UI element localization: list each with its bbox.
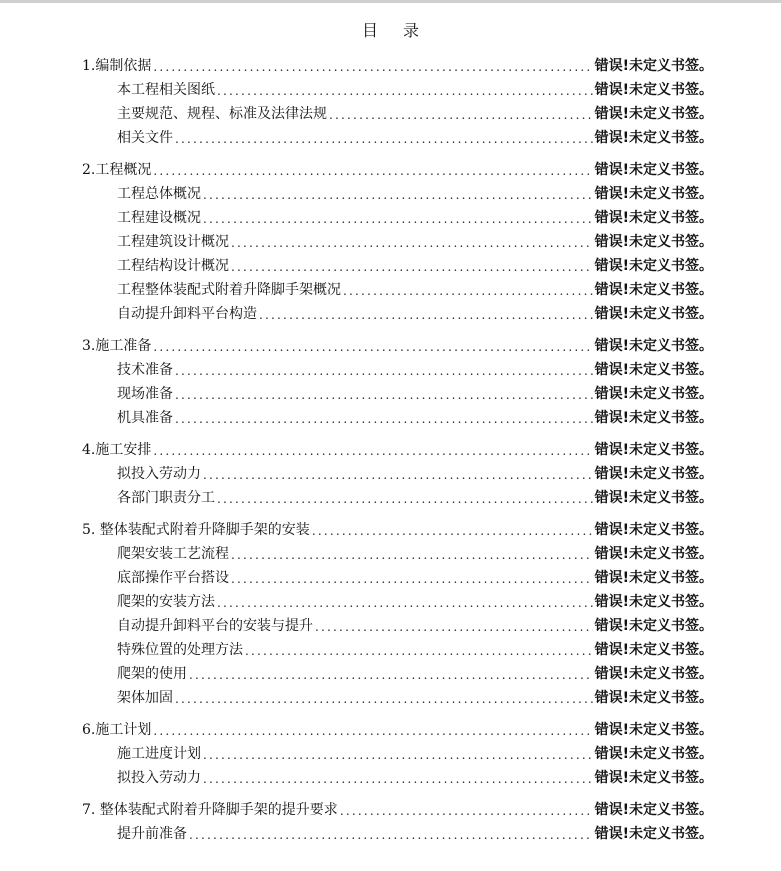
toc-entry-label: 爬架的安装方法	[117, 594, 215, 610]
toc-page-reference: 错误!未定义书签。	[594, 386, 713, 402]
toc-page-reference: 错误!未定义书签。	[594, 410, 713, 426]
toc-dot-leader	[153, 337, 592, 357]
toc-subsection-entry[interactable]	[0, 567, 781, 589]
toc-entry-label: 相关文件	[117, 130, 173, 146]
toc-page-reference: 错误!未定义书签。	[594, 338, 713, 354]
toc-subsection-entry[interactable]	[0, 383, 781, 405]
toc-page-reference: 错误!未定义书签。	[594, 746, 713, 762]
toc-dot-leader	[189, 825, 593, 845]
toc-subsection-entry[interactable]	[0, 359, 781, 381]
toc-dot-leader	[189, 665, 593, 685]
toc-page-reference: 错误!未定义书签。	[594, 522, 713, 538]
toc-subsection-entry[interactable]	[0, 463, 781, 485]
toc-dot-leader	[329, 105, 593, 125]
toc-entry-label: 现场准备	[117, 386, 173, 402]
toc-subsection-entry[interactable]	[0, 687, 781, 709]
toc-subsection-entry[interactable]	[0, 303, 781, 325]
toc-dot-leader	[153, 57, 592, 77]
toc-section-entry[interactable]	[0, 439, 781, 461]
toc-entry-label: 工程总体概况	[117, 186, 201, 202]
toc-subsection-entry[interactable]	[0, 615, 781, 637]
page-title: 目 录	[361, 21, 430, 40]
toc-page-reference: 错误!未定义书签。	[594, 546, 713, 562]
toc-section-entry[interactable]	[0, 159, 781, 181]
toc-entry-label: 爬架安装工艺流程	[117, 546, 229, 562]
toc-page-reference: 错误!未定义书签。	[594, 642, 713, 658]
toc-page-reference: 错误!未定义书签。	[594, 282, 713, 298]
toc-page-reference: 错误!未定义书签。	[594, 594, 713, 610]
toc-subsection-entry[interactable]	[0, 743, 781, 765]
toc-dot-leader	[203, 185, 593, 205]
toc-entry-label: 工程建筑设计概况	[117, 234, 229, 250]
toc-subsection-entry[interactable]	[0, 231, 781, 253]
toc-entry-label: 自动提升卸料平台的安装与提升	[117, 618, 313, 634]
toc-entry-label: 本工程相关图纸	[117, 82, 215, 98]
toc-dot-leader	[203, 209, 593, 229]
toc-entry-label: 底部操作平台搭设	[117, 570, 229, 586]
toc-dot-leader	[343, 281, 593, 301]
toc-entry-label: 拟投入劳动力	[117, 770, 201, 786]
toc-dot-leader	[217, 81, 593, 101]
toc-entry-label: 拟投入劳动力	[117, 466, 201, 482]
toc-dot-leader	[203, 745, 593, 765]
toc-page-reference: 错误!未定义书签。	[594, 106, 713, 122]
toc-subsection-entry[interactable]	[0, 823, 781, 845]
toc-page-reference: 错误!未定义书签。	[594, 162, 713, 178]
toc-dot-leader	[175, 385, 593, 405]
toc-dot-leader	[231, 569, 593, 589]
toc-page-reference: 错误!未定义书签。	[594, 362, 713, 378]
toc-dot-leader	[175, 409, 593, 429]
toc-dot-leader	[231, 233, 593, 253]
toc-entry-label: 各部门职责分工	[117, 490, 215, 506]
page-top-border	[0, 0, 781, 3]
toc-page-reference: 错误!未定义书签。	[594, 442, 713, 458]
toc-entry-label: 提升前准备	[117, 826, 187, 842]
toc-subsection-entry[interactable]	[0, 207, 781, 229]
toc-subsection-entry[interactable]	[0, 487, 781, 509]
toc-dot-leader	[315, 617, 593, 637]
toc-dot-leader	[203, 769, 593, 789]
toc-section-entry[interactable]	[0, 335, 781, 357]
toc-dot-leader	[153, 721, 592, 741]
toc-dot-leader	[153, 441, 592, 461]
toc-page-reference: 错误!未定义书签。	[594, 306, 713, 322]
toc-subsection-entry[interactable]	[0, 183, 781, 205]
toc-entry-label: 6.施工计划	[82, 722, 152, 738]
toc-entry-label: 1.编制依据	[82, 58, 152, 74]
toc-section-entry[interactable]	[0, 55, 781, 77]
toc-entry-label: 主要规范、规程、标准及法律法规	[117, 106, 327, 122]
toc-page-reference: 错误!未定义书签。	[594, 826, 713, 842]
toc-subsection-entry[interactable]	[0, 543, 781, 565]
toc-entry-label: 爬架的使用	[117, 666, 187, 682]
toc-entry-label: 工程整体装配式附着升降脚手架概况	[117, 282, 341, 298]
toc-entry-label: 工程结构设计概况	[117, 258, 229, 274]
toc-dot-leader	[217, 593, 593, 613]
toc-page-reference: 错误!未定义书签。	[594, 690, 713, 706]
toc-subsection-entry[interactable]	[0, 663, 781, 685]
toc-page-reference: 错误!未定义书签。	[594, 770, 713, 786]
toc-page-reference: 错误!未定义书签。	[594, 490, 713, 506]
toc-page-reference: 错误!未定义书签。	[594, 618, 713, 634]
toc-section-entry[interactable]	[0, 519, 781, 541]
toc-section-entry[interactable]	[0, 799, 781, 821]
toc-entry-label: 架体加固	[117, 690, 173, 706]
toc-page-reference: 错误!未定义书签。	[594, 234, 713, 250]
toc-dot-leader	[175, 689, 593, 709]
toc-dot-leader	[175, 129, 593, 149]
toc-subsection-entry[interactable]	[0, 591, 781, 613]
toc-entry-label: 特殊位置的处理方法	[117, 642, 243, 658]
toc-subsection-entry[interactable]	[0, 767, 781, 789]
toc-dot-leader	[259, 305, 593, 325]
toc-dot-leader	[231, 545, 593, 565]
toc-page-reference: 错误!未定义书签。	[594, 130, 713, 146]
toc-dot-leader	[153, 161, 592, 181]
toc-dot-leader	[312, 521, 593, 541]
toc-subsection-entry[interactable]	[0, 279, 781, 301]
toc-page-reference: 错误!未定义书签。	[594, 210, 713, 226]
toc-page-reference: 错误!未定义书签。	[594, 82, 713, 98]
toc-entry-label: 施工进度计划	[117, 746, 201, 762]
toc-entry-label: 自动提升卸料平台构造	[117, 306, 257, 322]
toc-subsection-entry[interactable]	[0, 79, 781, 101]
toc-page-reference: 错误!未定义书签。	[594, 666, 713, 682]
toc-entry-label: 机具准备	[117, 410, 173, 426]
toc-page-reference: 错误!未定义书签。	[594, 802, 713, 818]
toc-dot-leader	[245, 641, 593, 661]
toc-section-entry[interactable]	[0, 719, 781, 741]
toc-dot-leader	[217, 489, 593, 509]
toc-subsection-entry[interactable]	[0, 255, 781, 277]
toc-dot-leader	[203, 465, 593, 485]
toc-entry-label: 工程建设概况	[117, 210, 201, 226]
toc-entry-label: 4.施工安排	[82, 442, 152, 458]
toc-entry-label: 5. 整体装配式附着升降脚手架的安装	[82, 522, 310, 538]
toc-page-reference: 错误!未定义书签。	[594, 258, 713, 274]
toc-dot-leader	[231, 257, 593, 277]
toc-page-reference: 错误!未定义书签。	[594, 722, 713, 738]
toc-subsection-entry[interactable]	[0, 127, 781, 149]
toc-page-reference: 错误!未定义书签。	[594, 570, 713, 586]
toc-subsection-entry[interactable]	[0, 103, 781, 125]
toc-dot-leader	[340, 801, 593, 821]
toc-page-reference: 错误!未定义书签。	[594, 58, 713, 74]
toc-subsection-entry[interactable]	[0, 407, 781, 429]
toc-page-reference: 错误!未定义书签。	[594, 186, 713, 202]
toc-dot-leader	[175, 361, 593, 381]
toc-entry-label: 2.工程概况	[82, 162, 152, 178]
toc-page-reference: 错误!未定义书签。	[594, 466, 713, 482]
toc-entry-label: 3.施工准备	[82, 338, 152, 354]
toc-subsection-entry[interactable]	[0, 639, 781, 661]
toc-entry-label: 7. 整体装配式附着升降脚手架的提升要求	[82, 802, 338, 818]
toc-entry-label: 技术准备	[117, 362, 173, 378]
